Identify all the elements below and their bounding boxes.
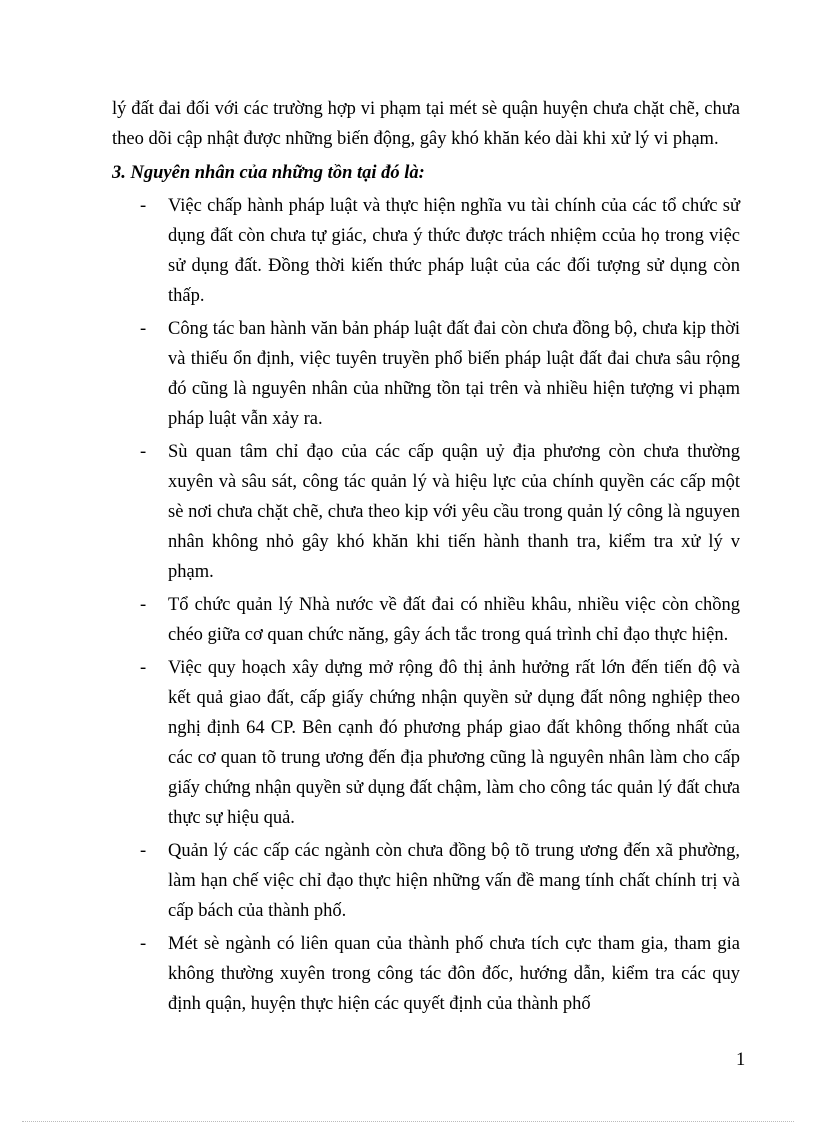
bullet-dash: - bbox=[140, 595, 147, 615]
intro-paragraph: lý đất đai đối với các trường hợp vi phạm tại mét sè quận huyện chưa chặt chẽ, chưa theo dõi cập nhật được những biến động, gây khó khăn kéo dài khi xử lý vi phạm. bbox=[112, 99, 740, 149]
list-item-text: Sù quan tâm chỉ đạo của các cấp quận uỷ địa phương còn chưa thường xuyên và sâu sát, công tác quản lý và hiệu lực của chính quyền các cấp một sè nơi chưa chặt chẽ, chưa theo kịp với yêu cầu trong quản lý công là nguyen nhân không nhỏ gây khó khăn khi tiến hành thanh tra, kiểm tra xử lý v phạm. bbox=[168, 442, 740, 582]
section-heading: 3. Nguyên nhân của những tồn tại đó là: bbox=[112, 163, 425, 183]
bullet-dash: - bbox=[140, 658, 147, 678]
list-item-text: Mét sè ngành có liên quan của thành phố chưa tích cực tham gia, tham gia không thường xuyên trong công tác đôn đốc, hướng dẫn, kiểm tra các quy định quận, huyện thực hiện các quyết định của thành phố bbox=[168, 934, 740, 1014]
list-item-text: Quản lý các cấp các ngành còn chưa đồng bộ tõ trung ương đến xã phường, làm hạn chế việc chỉ đạo thực hiện những vấn đề mang tính chất chính trị và cấp bách của thành phố. bbox=[168, 841, 740, 921]
list-item-text: Việc chấp hành pháp luật và thực hiện nghĩa vu tài chính của các tổ chức sử dụng đất còn chưa tự giác, chưa ý thức được trách nhiệm ccủa họ trong việc sử dụng đất. Đồng thời kiến thức pháp luật của các đối tượng sử dụng còn thấp. bbox=[168, 196, 740, 306]
cause-list bbox=[112, 191, 740, 1019]
list-item bbox=[112, 653, 740, 833]
bullet-dash: - bbox=[140, 841, 147, 861]
bullet-dash: - bbox=[140, 319, 147, 339]
bullet-dash: - bbox=[140, 442, 147, 462]
bullet-dash: - bbox=[140, 934, 147, 954]
list-item bbox=[112, 929, 740, 1019]
list-item bbox=[112, 437, 740, 587]
bullet-dash: - bbox=[140, 196, 147, 216]
list-item bbox=[112, 836, 740, 926]
page-content bbox=[112, 94, 740, 1019]
list-item bbox=[112, 314, 740, 434]
page-number: 1 bbox=[736, 1050, 746, 1070]
list-item-text: Tổ chức quản lý Nhà nước về đất đai có nhiều khâu, nhiều việc còn chồng chéo giữa cơ quan chức năng, gây ách tắc trong quá trình chỉ đạo thực hiện. bbox=[168, 595, 740, 645]
list-item-text: Công tác ban hành văn bản pháp luật đất đai còn chưa đồng bộ, chưa kịp thời và thiếu ổn định, việc tuyên truyền phổ biến pháp luật đất đai chưa sâu rộng đó cũng là nguyên nhân của những tồn tại trên và nhiều hiện tượng vi phạm pháp luật vẫn xảy ra. bbox=[168, 319, 740, 429]
list-item bbox=[112, 590, 740, 650]
footer-divider bbox=[22, 1121, 794, 1122]
list-item bbox=[112, 191, 740, 311]
list-item-text: Việc quy hoạch xây dựng mở rộng đô thị ảnh hưởng rất lớn đến tiến độ và kết quả giao đất, cấp giấy chứng nhận quyền sử dụng đất nông nghiệp theo nghị định 64 CP. Bên cạnh đó phương pháp giao đất không thống nhất của các cơ quan tõ trung ương đến địa phương cũng là nguyên nhân làm cho cấp giấy chứng nhận quyền sử dụng đất chậm, làm cho công tác quản lý đất chưa thực sự hiệu quả. bbox=[168, 658, 740, 828]
